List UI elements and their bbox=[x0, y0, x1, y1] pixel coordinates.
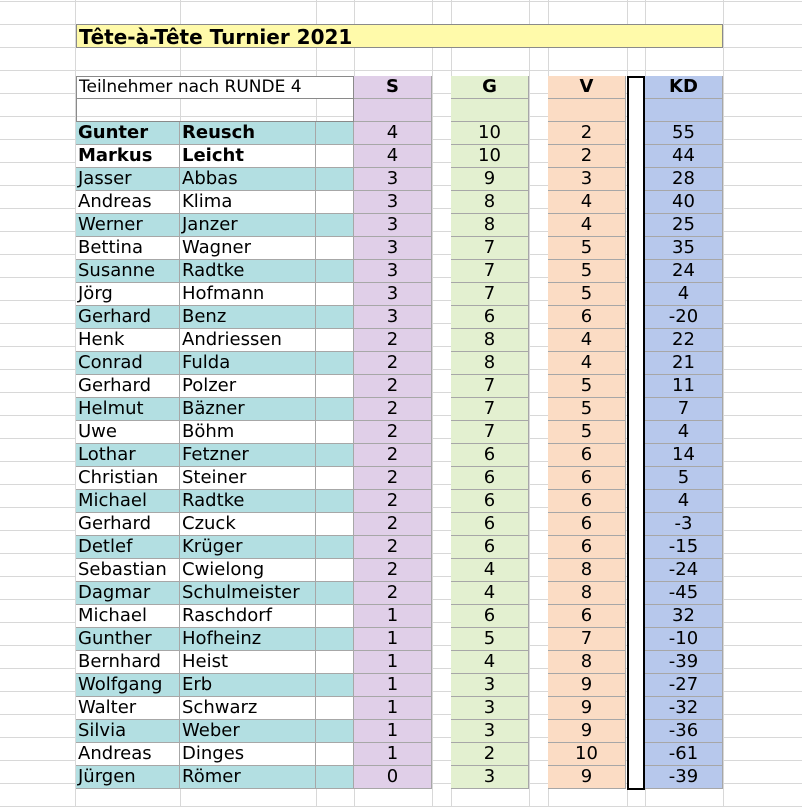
spacer-cell[interactable] bbox=[316, 191, 354, 214]
score-g[interactable]: 7 bbox=[451, 260, 529, 283]
score-g[interactable]: 7 bbox=[451, 375, 529, 398]
first-name[interactable]: Susanne bbox=[76, 260, 180, 283]
header-g-blank[interactable] bbox=[451, 99, 529, 122]
score-v[interactable]: 3 bbox=[548, 168, 626, 191]
score-g[interactable]: 6 bbox=[451, 513, 529, 536]
last-name[interactable]: Erb bbox=[180, 674, 316, 697]
score-s[interactable]: 1 bbox=[354, 674, 432, 697]
score-v[interactable]: 2 bbox=[548, 122, 626, 145]
score-g[interactable]: 2 bbox=[451, 743, 529, 766]
gridline-horizontal bbox=[0, 1, 802, 2]
score-g[interactable]: 6 bbox=[451, 467, 529, 490]
score-g[interactable]: 10 bbox=[451, 145, 529, 168]
score-s[interactable]: 3 bbox=[354, 168, 432, 191]
score-kd[interactable]: 28 bbox=[645, 168, 723, 191]
score-s[interactable]: 0 bbox=[354, 766, 432, 789]
score-kd[interactable]: -10 bbox=[645, 628, 723, 651]
score-s[interactable]: 4 bbox=[354, 122, 432, 145]
score-kd[interactable]: 4 bbox=[645, 283, 723, 306]
spacer-cell[interactable] bbox=[316, 605, 354, 628]
spacer-cell[interactable] bbox=[316, 490, 354, 513]
score-kd[interactable]: 24 bbox=[645, 260, 723, 283]
empty-label-cell[interactable] bbox=[76, 99, 354, 122]
last-name[interactable]: Klima bbox=[180, 191, 316, 214]
score-g[interactable]: 3 bbox=[451, 766, 529, 789]
score-kd[interactable]: 40 bbox=[645, 191, 723, 214]
gridline-vertical bbox=[723, 0, 724, 807]
last-name[interactable]: Radtke bbox=[180, 260, 316, 283]
score-kd[interactable]: 4 bbox=[645, 490, 723, 513]
score-s[interactable]: 3 bbox=[354, 191, 432, 214]
score-v[interactable]: 4 bbox=[548, 329, 626, 352]
spacer-cell[interactable] bbox=[316, 444, 354, 467]
header-s[interactable]: S bbox=[354, 76, 432, 99]
first-name[interactable]: Uwe bbox=[76, 421, 180, 444]
last-name[interactable]: Benz bbox=[180, 306, 316, 329]
score-g[interactable]: 6 bbox=[451, 306, 529, 329]
last-name[interactable]: Reusch bbox=[180, 122, 316, 145]
score-kd[interactable]: -39 bbox=[645, 651, 723, 674]
spacer-cell[interactable] bbox=[316, 467, 354, 490]
score-s[interactable]: 2 bbox=[354, 375, 432, 398]
spacer-cell[interactable] bbox=[316, 329, 354, 352]
score-s[interactable]: 3 bbox=[354, 306, 432, 329]
score-g[interactable]: 8 bbox=[451, 352, 529, 375]
score-v[interactable]: 6 bbox=[548, 513, 626, 536]
spacer-cell[interactable] bbox=[316, 421, 354, 444]
spacer-cell[interactable] bbox=[316, 375, 354, 398]
first-name[interactable]: Jörg bbox=[76, 283, 180, 306]
spacer-cell[interactable] bbox=[316, 283, 354, 306]
spacer-cell[interactable] bbox=[316, 743, 354, 766]
score-kd[interactable]: 7 bbox=[645, 398, 723, 421]
last-name[interactable]: Schulmeister bbox=[180, 582, 316, 605]
score-g[interactable]: 7 bbox=[451, 237, 529, 260]
score-v[interactable]: 7 bbox=[548, 628, 626, 651]
score-kd[interactable]: 11 bbox=[645, 375, 723, 398]
score-g[interactable]: 6 bbox=[451, 536, 529, 559]
score-v[interactable]: 6 bbox=[548, 467, 626, 490]
first-name[interactable]: Dagmar bbox=[76, 582, 180, 605]
score-v[interactable]: 6 bbox=[548, 306, 626, 329]
header-v-blank[interactable] bbox=[548, 99, 626, 122]
score-s[interactable]: 1 bbox=[354, 651, 432, 674]
first-name[interactable]: Sebastian bbox=[76, 559, 180, 582]
score-g[interactable]: 6 bbox=[451, 444, 529, 467]
score-kd[interactable]: 4 bbox=[645, 421, 723, 444]
spacer-cell[interactable] bbox=[316, 398, 354, 421]
first-name[interactable]: Gerhard bbox=[76, 513, 180, 536]
score-s[interactable]: 2 bbox=[354, 467, 432, 490]
first-name[interactable]: Bettina bbox=[76, 237, 180, 260]
score-g[interactable]: 3 bbox=[451, 674, 529, 697]
score-v[interactable]: 9 bbox=[548, 674, 626, 697]
spacer-cell[interactable] bbox=[316, 214, 354, 237]
spacer-cell[interactable] bbox=[316, 674, 354, 697]
spacer-cell[interactable] bbox=[316, 697, 354, 720]
score-v[interactable]: 8 bbox=[548, 582, 626, 605]
first-name[interactable]: Michael bbox=[76, 605, 180, 628]
score-s[interactable]: 1 bbox=[354, 743, 432, 766]
last-name[interactable]: Andriessen bbox=[180, 329, 316, 352]
header-g[interactable]: G bbox=[451, 76, 529, 99]
score-g[interactable]: 3 bbox=[451, 697, 529, 720]
first-name[interactable]: Jasser bbox=[76, 168, 180, 191]
score-g[interactable]: 3 bbox=[451, 720, 529, 743]
score-v[interactable]: 9 bbox=[548, 766, 626, 789]
score-s[interactable]: 4 bbox=[354, 145, 432, 168]
spacer-cell[interactable] bbox=[316, 237, 354, 260]
score-kd[interactable]: -20 bbox=[645, 306, 723, 329]
score-s[interactable]: 1 bbox=[354, 605, 432, 628]
score-s[interactable]: 2 bbox=[354, 490, 432, 513]
score-s[interactable]: 3 bbox=[354, 260, 432, 283]
spacer-cell[interactable] bbox=[316, 513, 354, 536]
gridline-vertical bbox=[529, 0, 530, 807]
spacer-cell[interactable] bbox=[316, 168, 354, 191]
score-kd[interactable]: 21 bbox=[645, 352, 723, 375]
first-name[interactable]: Lothar bbox=[76, 444, 180, 467]
score-kd[interactable]: 35 bbox=[645, 237, 723, 260]
last-name[interactable]: Fetzner bbox=[180, 444, 316, 467]
score-v[interactable]: 5 bbox=[548, 421, 626, 444]
score-g[interactable]: 8 bbox=[451, 191, 529, 214]
score-kd[interactable]: -45 bbox=[645, 582, 723, 605]
first-name[interactable]: Christian bbox=[76, 467, 180, 490]
score-kd[interactable]: -39 bbox=[645, 766, 723, 789]
score-v[interactable]: 8 bbox=[548, 559, 626, 582]
first-name[interactable]: Gunther bbox=[76, 628, 180, 651]
first-name[interactable]: Henk bbox=[76, 329, 180, 352]
spacer-cell[interactable] bbox=[316, 122, 354, 145]
last-name[interactable]: Weber bbox=[180, 720, 316, 743]
score-kd[interactable]: 32 bbox=[645, 605, 723, 628]
score-s[interactable]: 2 bbox=[354, 513, 432, 536]
first-name[interactable]: Jürgen bbox=[76, 766, 180, 789]
last-name[interactable]: Raschdorf bbox=[180, 605, 316, 628]
score-v[interactable]: 4 bbox=[548, 352, 626, 375]
last-name[interactable]: Janzer bbox=[180, 214, 316, 237]
score-g[interactable]: 7 bbox=[451, 283, 529, 306]
score-v[interactable]: 4 bbox=[548, 191, 626, 214]
spacer-cell[interactable] bbox=[316, 766, 354, 789]
first-name[interactable]: Gerhard bbox=[76, 375, 180, 398]
first-name[interactable]: Silvia bbox=[76, 720, 180, 743]
last-name[interactable]: Wagner bbox=[180, 237, 316, 260]
spacer-cell[interactable] bbox=[316, 651, 354, 674]
score-v[interactable]: 5 bbox=[548, 283, 626, 306]
score-kd[interactable]: -3 bbox=[645, 513, 723, 536]
first-name[interactable]: Conrad bbox=[76, 352, 180, 375]
first-name[interactable]: Wolfgang bbox=[76, 674, 180, 697]
score-s[interactable]: 2 bbox=[354, 559, 432, 582]
score-kd[interactable]: 22 bbox=[645, 329, 723, 352]
score-s[interactable]: 3 bbox=[354, 214, 432, 237]
spacer-cell[interactable] bbox=[316, 628, 354, 651]
score-g[interactable]: 9 bbox=[451, 168, 529, 191]
spacer-cell[interactable] bbox=[316, 260, 354, 283]
score-s[interactable]: 2 bbox=[354, 352, 432, 375]
score-g[interactable]: 8 bbox=[451, 329, 529, 352]
score-s[interactable]: 1 bbox=[354, 720, 432, 743]
first-name[interactable]: Walter bbox=[76, 697, 180, 720]
score-s[interactable]: 1 bbox=[354, 628, 432, 651]
gridline-vertical bbox=[432, 0, 433, 807]
last-name[interactable]: Steiner bbox=[180, 467, 316, 490]
first-name[interactable]: Andreas bbox=[76, 191, 180, 214]
last-name[interactable]: Böhm bbox=[180, 421, 316, 444]
last-name[interactable]: Schwarz bbox=[180, 697, 316, 720]
score-s[interactable]: 2 bbox=[354, 536, 432, 559]
score-g[interactable]: 4 bbox=[451, 559, 529, 582]
score-kd[interactable]: -24 bbox=[645, 559, 723, 582]
header-v[interactable]: V bbox=[548, 76, 626, 99]
score-g[interactable]: 7 bbox=[451, 398, 529, 421]
spacer-cell[interactable] bbox=[316, 582, 354, 605]
last-name[interactable]: Cwielong bbox=[180, 559, 316, 582]
score-v[interactable]: 6 bbox=[548, 490, 626, 513]
score-v[interactable]: 4 bbox=[548, 214, 626, 237]
score-kd[interactable]: -32 bbox=[645, 697, 723, 720]
sheet-title[interactable]: Tête-à-Tête Turnier 2021 bbox=[76, 24, 723, 48]
first-name[interactable]: Helmut bbox=[76, 398, 180, 421]
spacer-cell[interactable] bbox=[316, 720, 354, 743]
score-v[interactable]: 10 bbox=[548, 743, 626, 766]
score-kd[interactable]: 25 bbox=[645, 214, 723, 237]
score-v[interactable]: 5 bbox=[548, 260, 626, 283]
score-v[interactable]: 5 bbox=[548, 375, 626, 398]
last-name[interactable]: Polzer bbox=[180, 375, 316, 398]
header-kd[interactable]: KD bbox=[645, 76, 723, 99]
score-g[interactable]: 10 bbox=[451, 122, 529, 145]
spacer-cell[interactable] bbox=[316, 352, 354, 375]
last-name[interactable]: Bäzner bbox=[180, 398, 316, 421]
last-name[interactable]: Römer bbox=[180, 766, 316, 789]
score-g[interactable]: 4 bbox=[451, 651, 529, 674]
last-name[interactable]: Dinges bbox=[180, 743, 316, 766]
gridline-horizontal bbox=[0, 70, 802, 71]
score-kd[interactable]: 55 bbox=[645, 122, 723, 145]
divider-column bbox=[627, 76, 645, 790]
score-s[interactable]: 3 bbox=[354, 283, 432, 306]
score-v[interactable]: 5 bbox=[548, 398, 626, 421]
score-g[interactable]: 7 bbox=[451, 421, 529, 444]
score-v[interactable]: 6 bbox=[548, 605, 626, 628]
score-s[interactable]: 2 bbox=[354, 582, 432, 605]
first-name[interactable]: Andreas bbox=[76, 743, 180, 766]
score-v[interactable]: 6 bbox=[548, 536, 626, 559]
score-s[interactable]: 3 bbox=[354, 237, 432, 260]
spacer-cell[interactable] bbox=[316, 306, 354, 329]
header-s-blank[interactable] bbox=[354, 99, 432, 122]
score-kd[interactable]: -61 bbox=[645, 743, 723, 766]
score-s[interactable]: 2 bbox=[354, 421, 432, 444]
last-name[interactable]: Leicht bbox=[180, 145, 316, 168]
score-kd[interactable]: -15 bbox=[645, 536, 723, 559]
last-name[interactable]: Hofheinz bbox=[180, 628, 316, 651]
score-s[interactable]: 2 bbox=[354, 444, 432, 467]
score-g[interactable]: 4 bbox=[451, 582, 529, 605]
score-s[interactable]: 1 bbox=[354, 697, 432, 720]
score-v[interactable]: 9 bbox=[548, 720, 626, 743]
spacer-cell[interactable] bbox=[316, 145, 354, 168]
score-g[interactable]: 5 bbox=[451, 628, 529, 651]
score-g[interactable]: 6 bbox=[451, 490, 529, 513]
score-kd[interactable]: -36 bbox=[645, 720, 723, 743]
last-name[interactable]: Czuck bbox=[180, 513, 316, 536]
score-kd[interactable]: 5 bbox=[645, 467, 723, 490]
last-name[interactable]: Heist bbox=[180, 651, 316, 674]
score-v[interactable]: 2 bbox=[548, 145, 626, 168]
first-name[interactable]: Werner bbox=[76, 214, 180, 237]
first-name[interactable]: Gerhard bbox=[76, 306, 180, 329]
score-g[interactable]: 6 bbox=[451, 605, 529, 628]
last-name[interactable]: Radtke bbox=[180, 490, 316, 513]
last-name[interactable]: Fulda bbox=[180, 352, 316, 375]
score-v[interactable]: 5 bbox=[548, 237, 626, 260]
score-v[interactable]: 9 bbox=[548, 697, 626, 720]
spacer-cell[interactable] bbox=[316, 559, 354, 582]
score-v[interactable]: 8 bbox=[548, 651, 626, 674]
score-v[interactable]: 6 bbox=[548, 444, 626, 467]
header-kd-blank[interactable] bbox=[645, 99, 723, 122]
first-name[interactable]: Gunter bbox=[76, 122, 180, 145]
first-name[interactable]: Markus bbox=[76, 145, 180, 168]
first-name[interactable]: Detlef bbox=[76, 536, 180, 559]
spacer-cell[interactable] bbox=[316, 536, 354, 559]
score-kd[interactable]: -27 bbox=[645, 674, 723, 697]
first-name[interactable]: Michael bbox=[76, 490, 180, 513]
score-s[interactable]: 2 bbox=[354, 398, 432, 421]
score-s[interactable]: 2 bbox=[354, 329, 432, 352]
score-kd[interactable]: 14 bbox=[645, 444, 723, 467]
score-g[interactable]: 8 bbox=[451, 214, 529, 237]
round-label[interactable]: Teilnehmer nach RUNDE 4 bbox=[76, 76, 354, 99]
score-kd[interactable]: 44 bbox=[645, 145, 723, 168]
last-name[interactable]: Krüger bbox=[180, 536, 316, 559]
last-name[interactable]: Abbas bbox=[180, 168, 316, 191]
first-name[interactable]: Bernhard bbox=[76, 651, 180, 674]
last-name[interactable]: Hofmann bbox=[180, 283, 316, 306]
